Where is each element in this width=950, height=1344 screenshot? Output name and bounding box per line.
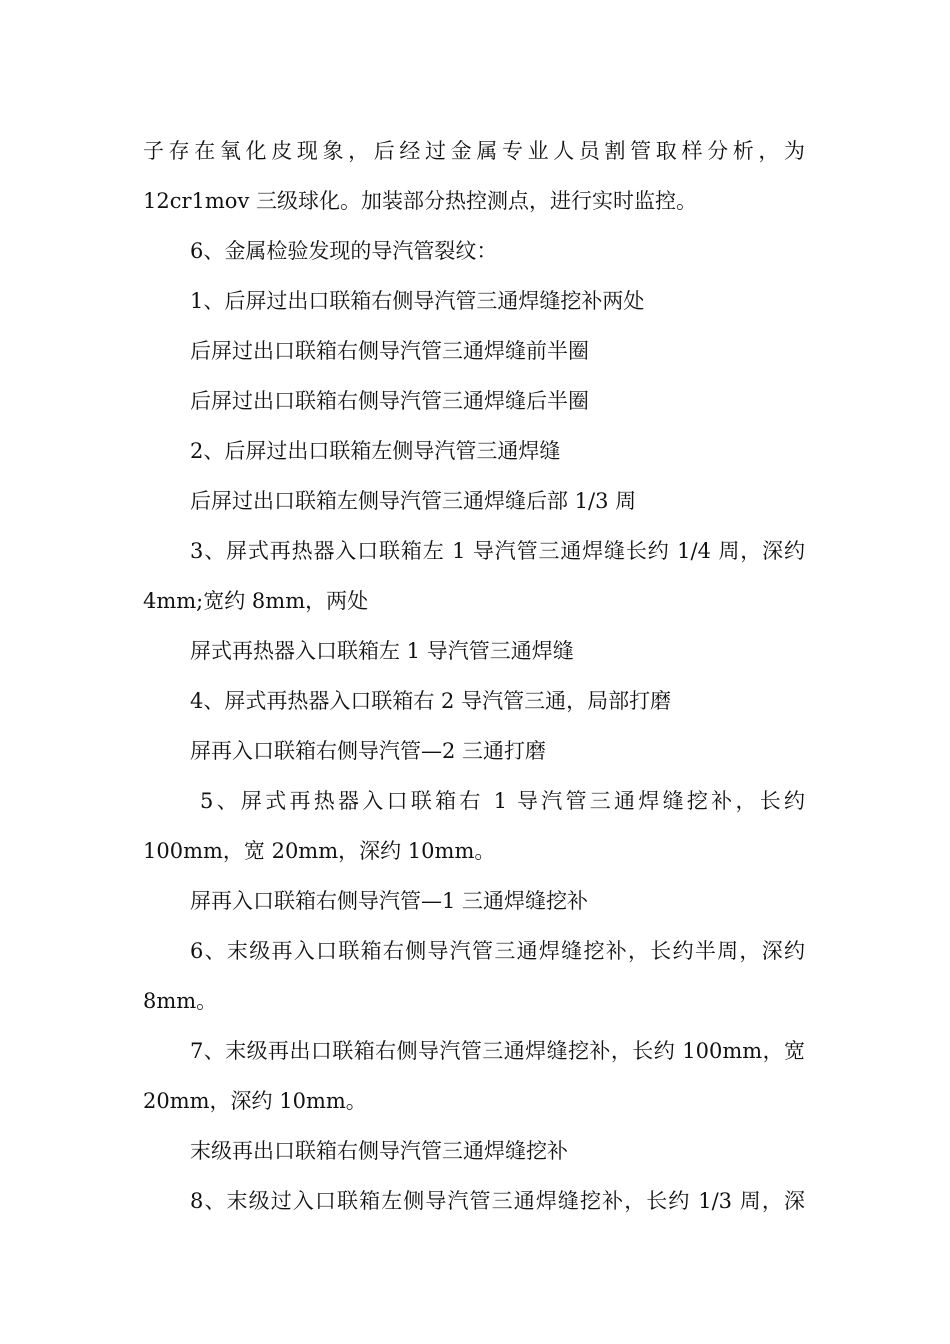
figure-caption: 后屏过出口联箱右侧导汽管三通焊缝后半圈 <box>190 389 589 413</box>
figure-caption: 屏式再热器入口联箱左 1 导汽管三通焊缝 <box>190 639 574 663</box>
list-item: 1、后屏过出口联箱右侧导汽管三通焊缝挖补两处 <box>190 289 645 313</box>
paragraph-line: 12cr1mov 三级球化。加装部分热控测点，进行实时监控。 <box>143 189 697 213</box>
list-item-continuation: 8mm。 <box>143 989 218 1013</box>
list-item-continuation: 20mm，深约 10mm。 <box>143 1089 367 1113</box>
figure-caption: 屏再入口联箱右侧导汽管—2 三通打磨 <box>190 739 547 763</box>
list-item: 3、屏式再热器入口联箱左 1 导汽管三通焊缝长约 1/4 周，深约 <box>190 539 805 563</box>
list-item-continuation: 100mm，宽 20mm，深约 10mm。 <box>143 839 496 863</box>
section-heading: 6、金属检验发现的导汽管裂纹： <box>190 239 498 263</box>
paragraph-line: 子存在氧化皮现象，后经过金属专业人员割管取样分析，为 <box>143 139 805 163</box>
list-item: 6、末级再入口联箱右侧导汽管三通焊缝挖补，长约半周，深约 <box>190 939 805 963</box>
list-item: 8、末级过入口联箱左侧导汽管三通焊缝挖补，长约 1/3 周，深 <box>190 1189 805 1213</box>
list-item: 5、屏式再热器入口联箱右 1 导汽管三通焊缝挖补，长约 <box>200 789 805 813</box>
figure-caption: 后屏过出口联箱右侧导汽管三通焊缝前半圈 <box>190 339 589 363</box>
figure-caption: 后屏过出口联箱左侧导汽管三通焊缝后部 1/3 周 <box>190 489 637 513</box>
list-item: 7、末级再出口联箱右侧导汽管三通焊缝挖补，长约 100mm，宽 <box>190 1039 805 1063</box>
figure-caption: 末级再出口联箱右侧导汽管三通焊缝挖补 <box>190 1139 568 1163</box>
figure-caption: 屏再入口联箱右侧导汽管—1 三通焊缝挖补 <box>190 889 589 913</box>
list-item-continuation: 4mm;宽约 8mm，两处 <box>143 589 369 613</box>
list-item: 2、后屏过出口联箱左侧导汽管三通焊缝 <box>190 439 561 463</box>
list-item: 4、屏式再热器入口联箱右 2 导汽管三通，局部打磨 <box>190 689 672 713</box>
